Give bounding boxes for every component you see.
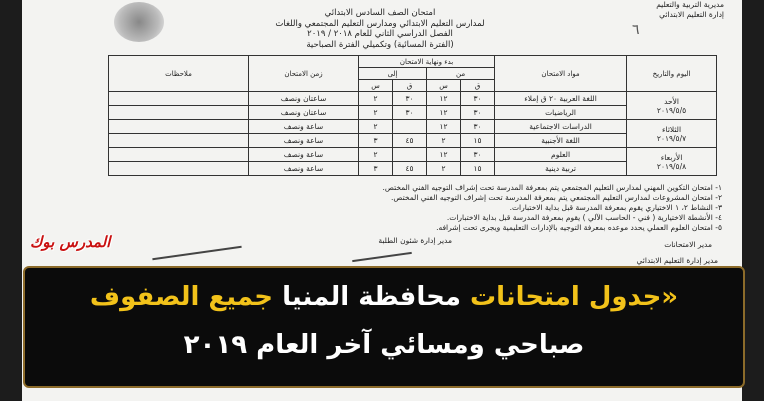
duration-cell: ساعة ونصف — [249, 148, 359, 162]
subject-cell: العلوم — [495, 148, 627, 162]
from-d-cell: ١٥ — [461, 134, 495, 148]
day-date-cell — [627, 148, 717, 176]
date: ٢٠١٩/٥/٥ — [656, 105, 687, 115]
table-row — [109, 106, 717, 120]
note-item: ١- امتحان التكوين المهني لمدارس التعليم المجتمعي يتم بمعرفة المدرسة تحت إشراف التوجيه الفني المختص. — [382, 183, 722, 192]
from-d-cell: ٣٠ — [461, 148, 495, 162]
to-d-cell: ٤٥ — [393, 162, 427, 176]
table-row — [109, 148, 717, 162]
duration-cell: ساعتان ونصف — [249, 92, 359, 106]
table-row — [109, 120, 717, 134]
notes-cell — [109, 120, 249, 134]
page-number: ٦ — [632, 22, 640, 38]
from-s-cell: ١٢ — [427, 120, 461, 134]
from-d-cell: ١٥ — [461, 162, 495, 176]
to-s-cell: ٣ — [359, 162, 393, 176]
date: ٢٠١٩/٥/٧ — [656, 133, 687, 143]
title-line: لمدارس التعليم الابتدائي ومدارس التعليم المجتمعي واللغات — [275, 18, 485, 29]
title-line: الفصل الدراسي الثاني للعام ٢٠١٨ / ٢٠١٩ — [307, 29, 453, 39]
header-from: من — [427, 68, 495, 80]
day-date-cell — [627, 120, 717, 148]
exams-director-signature: مدير الامتحانات — [664, 240, 712, 249]
notes-cell — [109, 148, 249, 162]
table-row — [109, 162, 717, 176]
subject-cell: الرياضيات — [495, 106, 627, 120]
headline-line-1 — [25, 282, 743, 312]
table-header-row — [109, 56, 717, 68]
day: الثلاثاء — [662, 124, 682, 134]
header-to: إلى — [359, 68, 427, 80]
signature-scribble — [152, 246, 241, 261]
duration-cell: ساعة ونصف — [249, 134, 359, 148]
header-start-end: بدء ونهاية الامتحان — [359, 56, 495, 68]
to-s-cell: ٢ — [359, 106, 393, 120]
notes-cell — [109, 106, 249, 120]
admin-line: إدارة التعليم الابتدائي — [659, 10, 724, 19]
admin-line: مديرية التربية والتعليم — [656, 0, 724, 9]
to-s-cell: ٣ — [359, 134, 393, 148]
note-item: ٤- الأنشطة الاختيارية ( فني - الحاسب الآلي ) يقوم بمعرفة المدرسة قبل بداية الاختبارات. — [446, 213, 722, 222]
table-row — [109, 134, 717, 148]
day: الأحد — [664, 96, 680, 106]
notes-cell — [109, 162, 249, 176]
notes-cell — [109, 134, 249, 148]
header-duration: زمن الامتحان — [249, 56, 359, 92]
site-logo: المدرس بوك — [30, 233, 111, 251]
from-s-cell: ١٢ — [427, 106, 461, 120]
header-subject: مواد الامتحان — [495, 56, 627, 92]
signature-scribble — [352, 252, 412, 262]
note-item: ٣- النشاط ٢، ١ الاختياري يقوم بمعرفة المدرسة قبل بداية الاختبارات. — [509, 203, 722, 212]
subject-cell: اللغة العربية ٢٠ ق إملاء — [495, 92, 627, 106]
note-item: ٥- امتحان العلوم العملي يحدد موعده بمعرفة التوجيه بالإدارات التعليمية ويجرى تحت إشرافه. — [436, 223, 722, 232]
headline-part: «جدول امتحانات — [470, 282, 679, 312]
header-notes: ملاحظات — [109, 56, 249, 92]
note-item: ٢- امتحان المشروعات لمدارس التعليم المجتمعي يتم بمعرفة المدرسة تحت إشراف التوجيه الفني المختص. — [391, 193, 722, 202]
from-s-cell: ٢ — [427, 134, 461, 148]
to-d-cell — [393, 120, 427, 134]
from-d-cell: ٣٠ — [461, 106, 495, 120]
from-d-cell: ٣٠ — [461, 120, 495, 134]
table-row — [109, 92, 717, 106]
to-d-cell — [393, 148, 427, 162]
admin-header — [656, 0, 724, 20]
duration-cell: ساعة ونصف — [249, 162, 359, 176]
from-s-cell: ١٢ — [427, 92, 461, 106]
subject-cell: الدراسات الاجتماعية — [495, 120, 627, 134]
to-d-cell: ٣٠ — [393, 106, 427, 120]
header-day-date: اليوم والتاريخ — [627, 56, 717, 92]
notes-list — [102, 183, 722, 233]
to-s-cell: ٢ — [359, 148, 393, 162]
header-d: ق — [393, 80, 427, 92]
headline-banner — [23, 266, 745, 388]
header-s: س — [359, 80, 393, 92]
affairs-director-signature: مدير إدارة شئون الطلبة — [378, 236, 452, 245]
header-d: ق — [461, 80, 495, 92]
duration-cell: ساعتان ونصف — [249, 106, 359, 120]
notes-cell — [109, 92, 249, 106]
to-d-cell: ٤٥ — [393, 134, 427, 148]
day: الأربعاء — [660, 152, 683, 162]
exam-schedule-table — [108, 55, 717, 176]
headline-highlight: محافظة المنيا — [282, 282, 461, 312]
duration-cell: ساعة ونصف — [249, 120, 359, 134]
document-title — [240, 8, 520, 50]
title-line: (الفترة المسائية) وتكميلي الفترة الصباحية — [306, 39, 454, 50]
from-s-cell: ١٢ — [427, 148, 461, 162]
headline-part: جميع الصفوف — [89, 282, 273, 312]
date: ٢٠١٩/٥/٨ — [656, 161, 687, 171]
from-s-cell: ٢ — [427, 162, 461, 176]
to-s-cell: ٢ — [359, 92, 393, 106]
admin-director-signature: مدير إدارة التعليم الابتدائي — [636, 256, 718, 265]
headline-line-2: صباحي ومسائي آخر العام ٢٠١٩ — [183, 330, 585, 360]
subject-cell: اللغة الأجنبية — [495, 134, 627, 148]
day-date-cell — [627, 92, 717, 120]
from-d-cell: ٣٠ — [461, 92, 495, 106]
subject-cell: تربية دينية — [495, 162, 627, 176]
ministry-emblem-icon — [114, 2, 164, 42]
to-s-cell: ٢ — [359, 120, 393, 134]
title-line: امتحان الصف السادس الابتدائي — [324, 8, 436, 18]
to-d-cell: ٣٠ — [393, 92, 427, 106]
header-s: س — [427, 80, 461, 92]
